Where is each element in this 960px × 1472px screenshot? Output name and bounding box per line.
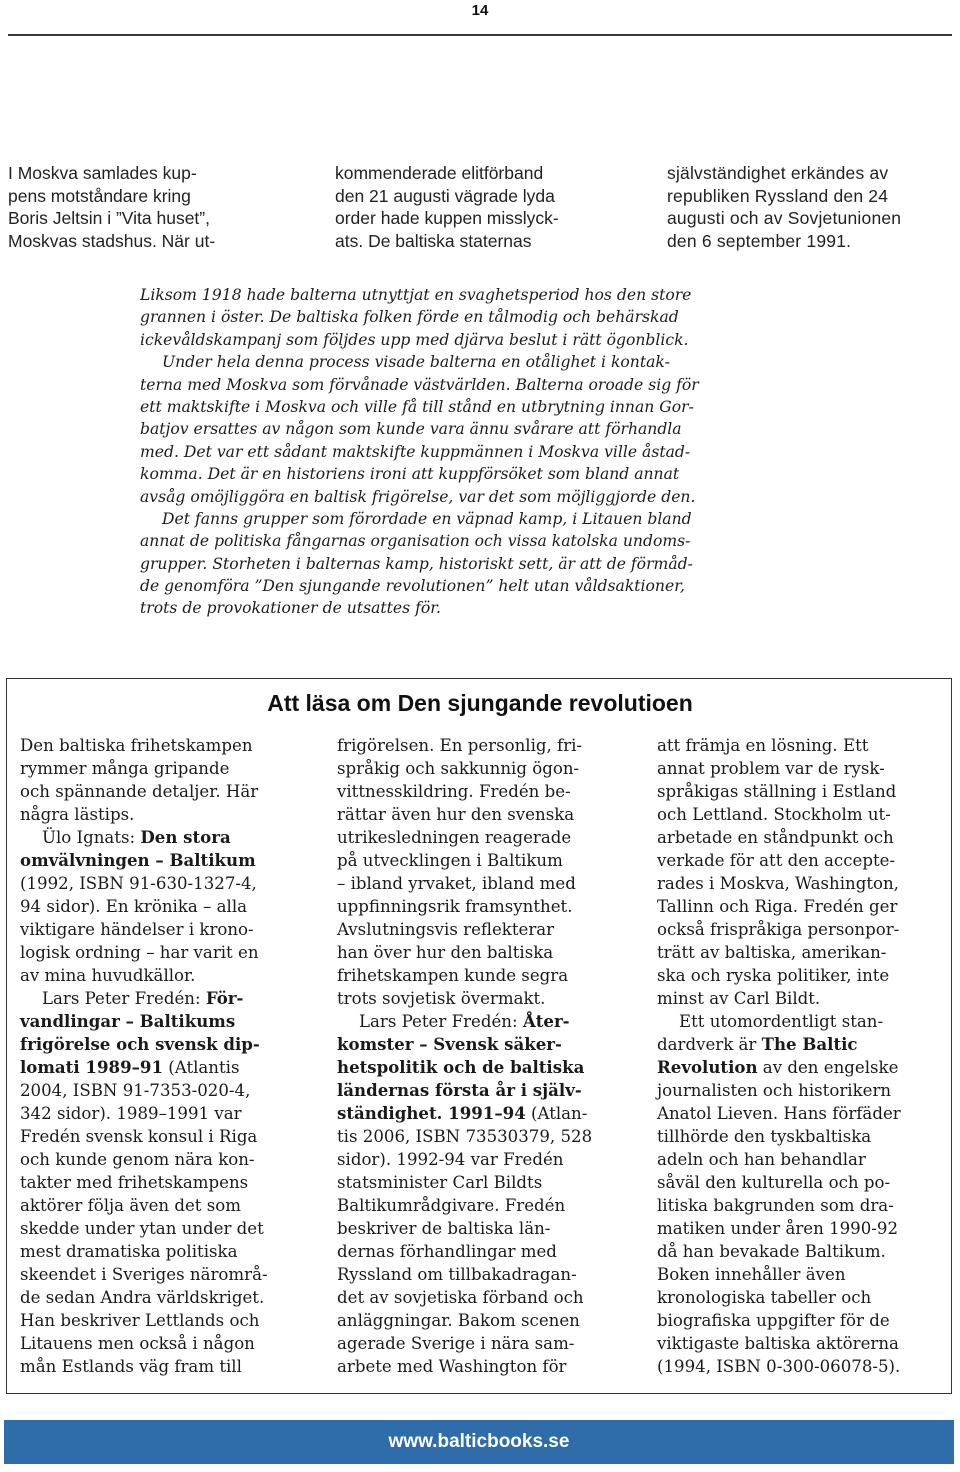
author: Ülo Ignats: xyxy=(42,828,141,847)
book-entry-line xyxy=(20,826,268,849)
text-line: de genomföra ”Den sjungande revolutionen” helt utan våldsaktioner, xyxy=(140,577,685,596)
text-fragment: av den engelske xyxy=(757,1058,899,1077)
text-line: minst av Carl Bildt. xyxy=(657,989,821,1008)
text-line: kommenderade elitförband xyxy=(335,163,544,183)
page-number: 14 xyxy=(471,2,489,19)
book-entry-line xyxy=(20,849,268,872)
book-title: frigörelse och svensk dip- xyxy=(20,1034,260,1054)
text-line: han över hur den baltiska xyxy=(337,943,554,962)
text-line: kronologiska tabeller och xyxy=(657,1288,872,1307)
text-line: (1992, ISBN 91-630-1327-4, xyxy=(20,874,257,893)
box-column-3 xyxy=(657,734,901,1378)
book-entry-line xyxy=(337,1079,592,1102)
text-line: dernas förhandlingar med xyxy=(337,1242,557,1261)
text-line: komma. Det är en historiens ironi att kuppförsöket som bland annat xyxy=(140,465,680,484)
book-title: The Baltic xyxy=(761,1034,858,1054)
text-line: Litauens men också i någon xyxy=(20,1334,255,1353)
text-line: såväl den kulturella och po- xyxy=(657,1173,891,1192)
book-title: omvälvningen – Baltikum xyxy=(20,850,256,870)
text-line: mån Estlands väg fram till xyxy=(20,1357,242,1376)
text-line: frihetskampen kunde segra xyxy=(337,966,569,985)
text-line: Fredén svensk konsul i Riga xyxy=(20,1127,258,1146)
book-entry-line xyxy=(337,1033,592,1056)
text-line: republiken Ryssland den 24 xyxy=(667,185,889,206)
text-line: Avslutningsvis reflekterar xyxy=(337,920,555,939)
text-line: och Lettland. Stockholm ut- xyxy=(657,805,891,824)
text-line: och kunde genom nära kon- xyxy=(20,1150,255,1169)
text-line: rades i Moskva, Washington, xyxy=(657,874,899,893)
book-entry-line xyxy=(337,1056,592,1079)
book-entry-line xyxy=(20,1033,268,1056)
text-line: trätt av baltiska, amerikan- xyxy=(657,943,887,962)
text-line: några lästips. xyxy=(20,805,135,824)
header-divider xyxy=(8,34,952,36)
text-line: 94 sidor). En krönika – alla xyxy=(20,897,248,916)
text-line: adeln och han behandlar xyxy=(657,1150,866,1169)
text-line: 2004, ISBN 91-7353-020-4, xyxy=(20,1081,251,1100)
text-line: agerade Sverige i nära sam- xyxy=(337,1334,575,1353)
text-line: terna med Moskva som förvånade västvärlden. Balterna oroade sig för xyxy=(140,375,699,394)
text-line: Ett utomordentligt stan- xyxy=(679,1012,884,1031)
text-line: självständighet erkändes av xyxy=(667,163,889,183)
text-line: arbete med Washington för xyxy=(337,1357,567,1376)
text-line: arbetade en ståndpunkt och xyxy=(657,828,894,847)
text-line: på utvecklingen i Baltikum xyxy=(337,851,563,870)
text-line: Han beskriver Lettlands och xyxy=(20,1311,260,1330)
book-title: Åter- xyxy=(522,1011,570,1031)
text-line: skedde under ytan under det xyxy=(20,1219,264,1238)
book-entry-line xyxy=(657,1033,901,1056)
text-line: utrikesledningen reagerade xyxy=(337,828,572,847)
text-line: viktigare händelser i krono- xyxy=(20,920,254,939)
text-line: skeendet i Sveriges närområ- xyxy=(20,1265,268,1284)
text-line: litiska bakgrunden som dra- xyxy=(657,1196,894,1215)
text-line: ska och ryska politiker, inte xyxy=(657,966,890,985)
text-line: takter med frihetskampens xyxy=(20,1173,249,1192)
text-line: trots de provokationer de utsattes för. xyxy=(140,599,441,618)
book-title: vandlingar – Baltikums xyxy=(20,1011,236,1031)
book-entry-line xyxy=(657,1056,901,1079)
text-line: mest dramatiska politiska xyxy=(20,1242,238,1261)
text-line: då han bevakade Baltikum. xyxy=(657,1242,886,1261)
text-line: tillhörde den tyskbaltiska xyxy=(657,1127,872,1146)
text-line: annat problem var de rysk- xyxy=(657,759,885,778)
text-line: uppfinningsrik framsynthet. xyxy=(337,897,573,916)
author: Lars Peter Fredén: xyxy=(359,1012,523,1031)
text-line: vittnesskildring. Fredén be- xyxy=(337,782,571,801)
text-line: Moskvas stadshus. När ut- xyxy=(8,230,216,251)
text-fragment: (Atlantis xyxy=(163,1058,240,1077)
text-line: biografiska uppgifter för de xyxy=(657,1311,890,1330)
text-line: 342 sidor). 1989–1991 var xyxy=(20,1104,242,1123)
text-line: grupper. Storheten i balternas kamp, historiskt sett, är att de förmåd- xyxy=(140,554,693,573)
text-line: Under hela denna process visade balterna en otålighet i kontak- xyxy=(162,353,670,372)
text-line: de sedan Andra världskriget. xyxy=(20,1288,265,1307)
text-line: rymmer många gripande xyxy=(20,759,230,778)
text-line: verkade för att den accepte- xyxy=(657,851,896,870)
text-line: den 21 augusti vägrade lyda xyxy=(335,185,555,206)
text-line: anläggningar. Bakom scenen xyxy=(337,1311,580,1330)
text-line: Ryssland om tillbakadragan- xyxy=(337,1265,577,1284)
text-line: tis 2006, ISBN 73530379, 528 xyxy=(337,1127,593,1146)
book-entry-line xyxy=(20,1056,268,1079)
book-title: ländernas första år i själv- xyxy=(337,1080,582,1100)
text-fragment: (Atlan- xyxy=(525,1104,588,1123)
text-line: batjov ersattes av någon som kunde vara ännu svårare att förhandla xyxy=(140,420,682,439)
text-line: viktigaste baltiska aktörerna xyxy=(657,1334,899,1353)
book-title: Den stora xyxy=(140,827,231,847)
book-title: lomati 1989–91 xyxy=(20,1057,163,1077)
book-title: För- xyxy=(205,988,244,1008)
text-line: matiken under åren 1990-92 xyxy=(657,1219,899,1238)
intro-column-2 xyxy=(335,162,559,252)
text-line: och spännande detaljer. Här xyxy=(20,782,259,801)
text-line: logisk ordning – har varit en xyxy=(20,943,259,962)
intro-column-1 xyxy=(8,162,215,252)
text-line: ett maktskifte i Moskva och ville få till stånd en utbrytning innan Gor- xyxy=(140,397,694,416)
text-line: beskriver de baltiska län- xyxy=(337,1219,551,1238)
book-title: komster – Svensk säker- xyxy=(337,1034,562,1054)
text-line: språkig och sakkunnig ögon- xyxy=(337,759,580,778)
text-line: frigörelsen. En personlig, fri- xyxy=(337,736,583,755)
text-line: det av sovjetiska förband och xyxy=(337,1288,584,1307)
text-line: sidor). 1992-94 var Fredén xyxy=(337,1150,564,1169)
author: Lars Peter Fredén: xyxy=(42,989,206,1008)
text-line: augusti och av Sovjetunionen xyxy=(667,208,902,228)
text-line: Boken innehåller även xyxy=(657,1265,846,1284)
text-line: Tallinn och Riga. Fredén ger xyxy=(657,897,898,916)
box-title: Att läsa om Den sjungande revolutioen xyxy=(267,690,693,716)
website-link[interactable]: www.balticbooks.se xyxy=(388,1431,570,1452)
text-line: Det fanns grupper som förordade en väpnad kamp, i Litauen bland xyxy=(162,509,692,528)
footer-bar xyxy=(4,1420,954,1464)
book-title: ständighet. 1991–94 xyxy=(337,1103,526,1123)
text-line: (1994, ISBN 0-300-06078-5). xyxy=(657,1357,901,1376)
italic-summary xyxy=(140,284,699,620)
text-line: också frispråkiga personpor- xyxy=(657,920,900,939)
book-entry-line xyxy=(20,987,268,1010)
text-line: avsåg omöjliggöra en baltisk frigörelse, var det som möjliggjorde den. xyxy=(140,487,696,506)
text-line: Baltikumrådgivare. Fredén xyxy=(337,1196,566,1215)
text-line: I Moskva samlades kup- xyxy=(8,163,197,183)
text-line: av mina huvudkällor. xyxy=(20,966,196,985)
text-line: journalisten och historikern xyxy=(657,1081,892,1100)
text-line: med. Det var ett sådant maktskifte kuppmännen i Moskva ville åstad- xyxy=(140,442,691,461)
text-line: statsminister Carl Bildts xyxy=(337,1173,543,1192)
text-line: order hade kuppen misslyck- xyxy=(335,208,559,228)
text-line: Liksom 1918 hade balterna utnyttjat en svaghetsperiod hos den store xyxy=(140,286,692,304)
book-title: hetspolitik och de baltiska xyxy=(337,1057,585,1077)
text-line: Anatol Lieven. Hans förfäder xyxy=(657,1104,901,1123)
text-line: annat de politiska fångarnas organisation och vissa katolska undoms- xyxy=(140,532,691,551)
text-line: språkigas ställning i Estland xyxy=(657,782,897,801)
text-line: Den baltiska frihetskampen xyxy=(20,736,253,755)
intro-column-3 xyxy=(667,162,901,252)
text-line: Boris Jeltsin i ”Vita huset”, xyxy=(8,208,210,228)
text-line: – ibland yrvaket, ibland med xyxy=(337,874,576,893)
text-line: trots sovjetisk övermakt. xyxy=(337,989,546,1008)
text-line: att främja en lösning. Ett xyxy=(657,736,869,755)
text-line: den 6 september 1991. xyxy=(667,230,852,251)
book-title: Revolution xyxy=(657,1057,758,1077)
book-entry-line xyxy=(337,1010,592,1033)
text-line: ickevåldskampanj som följdes upp med djärva beslut i rätt ögonblick. xyxy=(140,330,689,349)
text-line: aktörer följa även det som xyxy=(20,1196,241,1215)
text-line: ats. De baltiska staternas xyxy=(335,230,532,251)
book-entry-line xyxy=(337,1102,592,1125)
book-entry-line xyxy=(20,1010,268,1033)
text-line: rättar även hur den svenska xyxy=(337,805,575,824)
box-column-1 xyxy=(20,734,268,1378)
text-line: pens motståndare kring xyxy=(8,185,191,206)
text-line: grannen i öster. De baltiska folken förde en tålmodig och behärskad xyxy=(140,308,679,327)
box-column-2 xyxy=(337,734,592,1378)
text-fragment: dardverk är xyxy=(657,1035,762,1054)
